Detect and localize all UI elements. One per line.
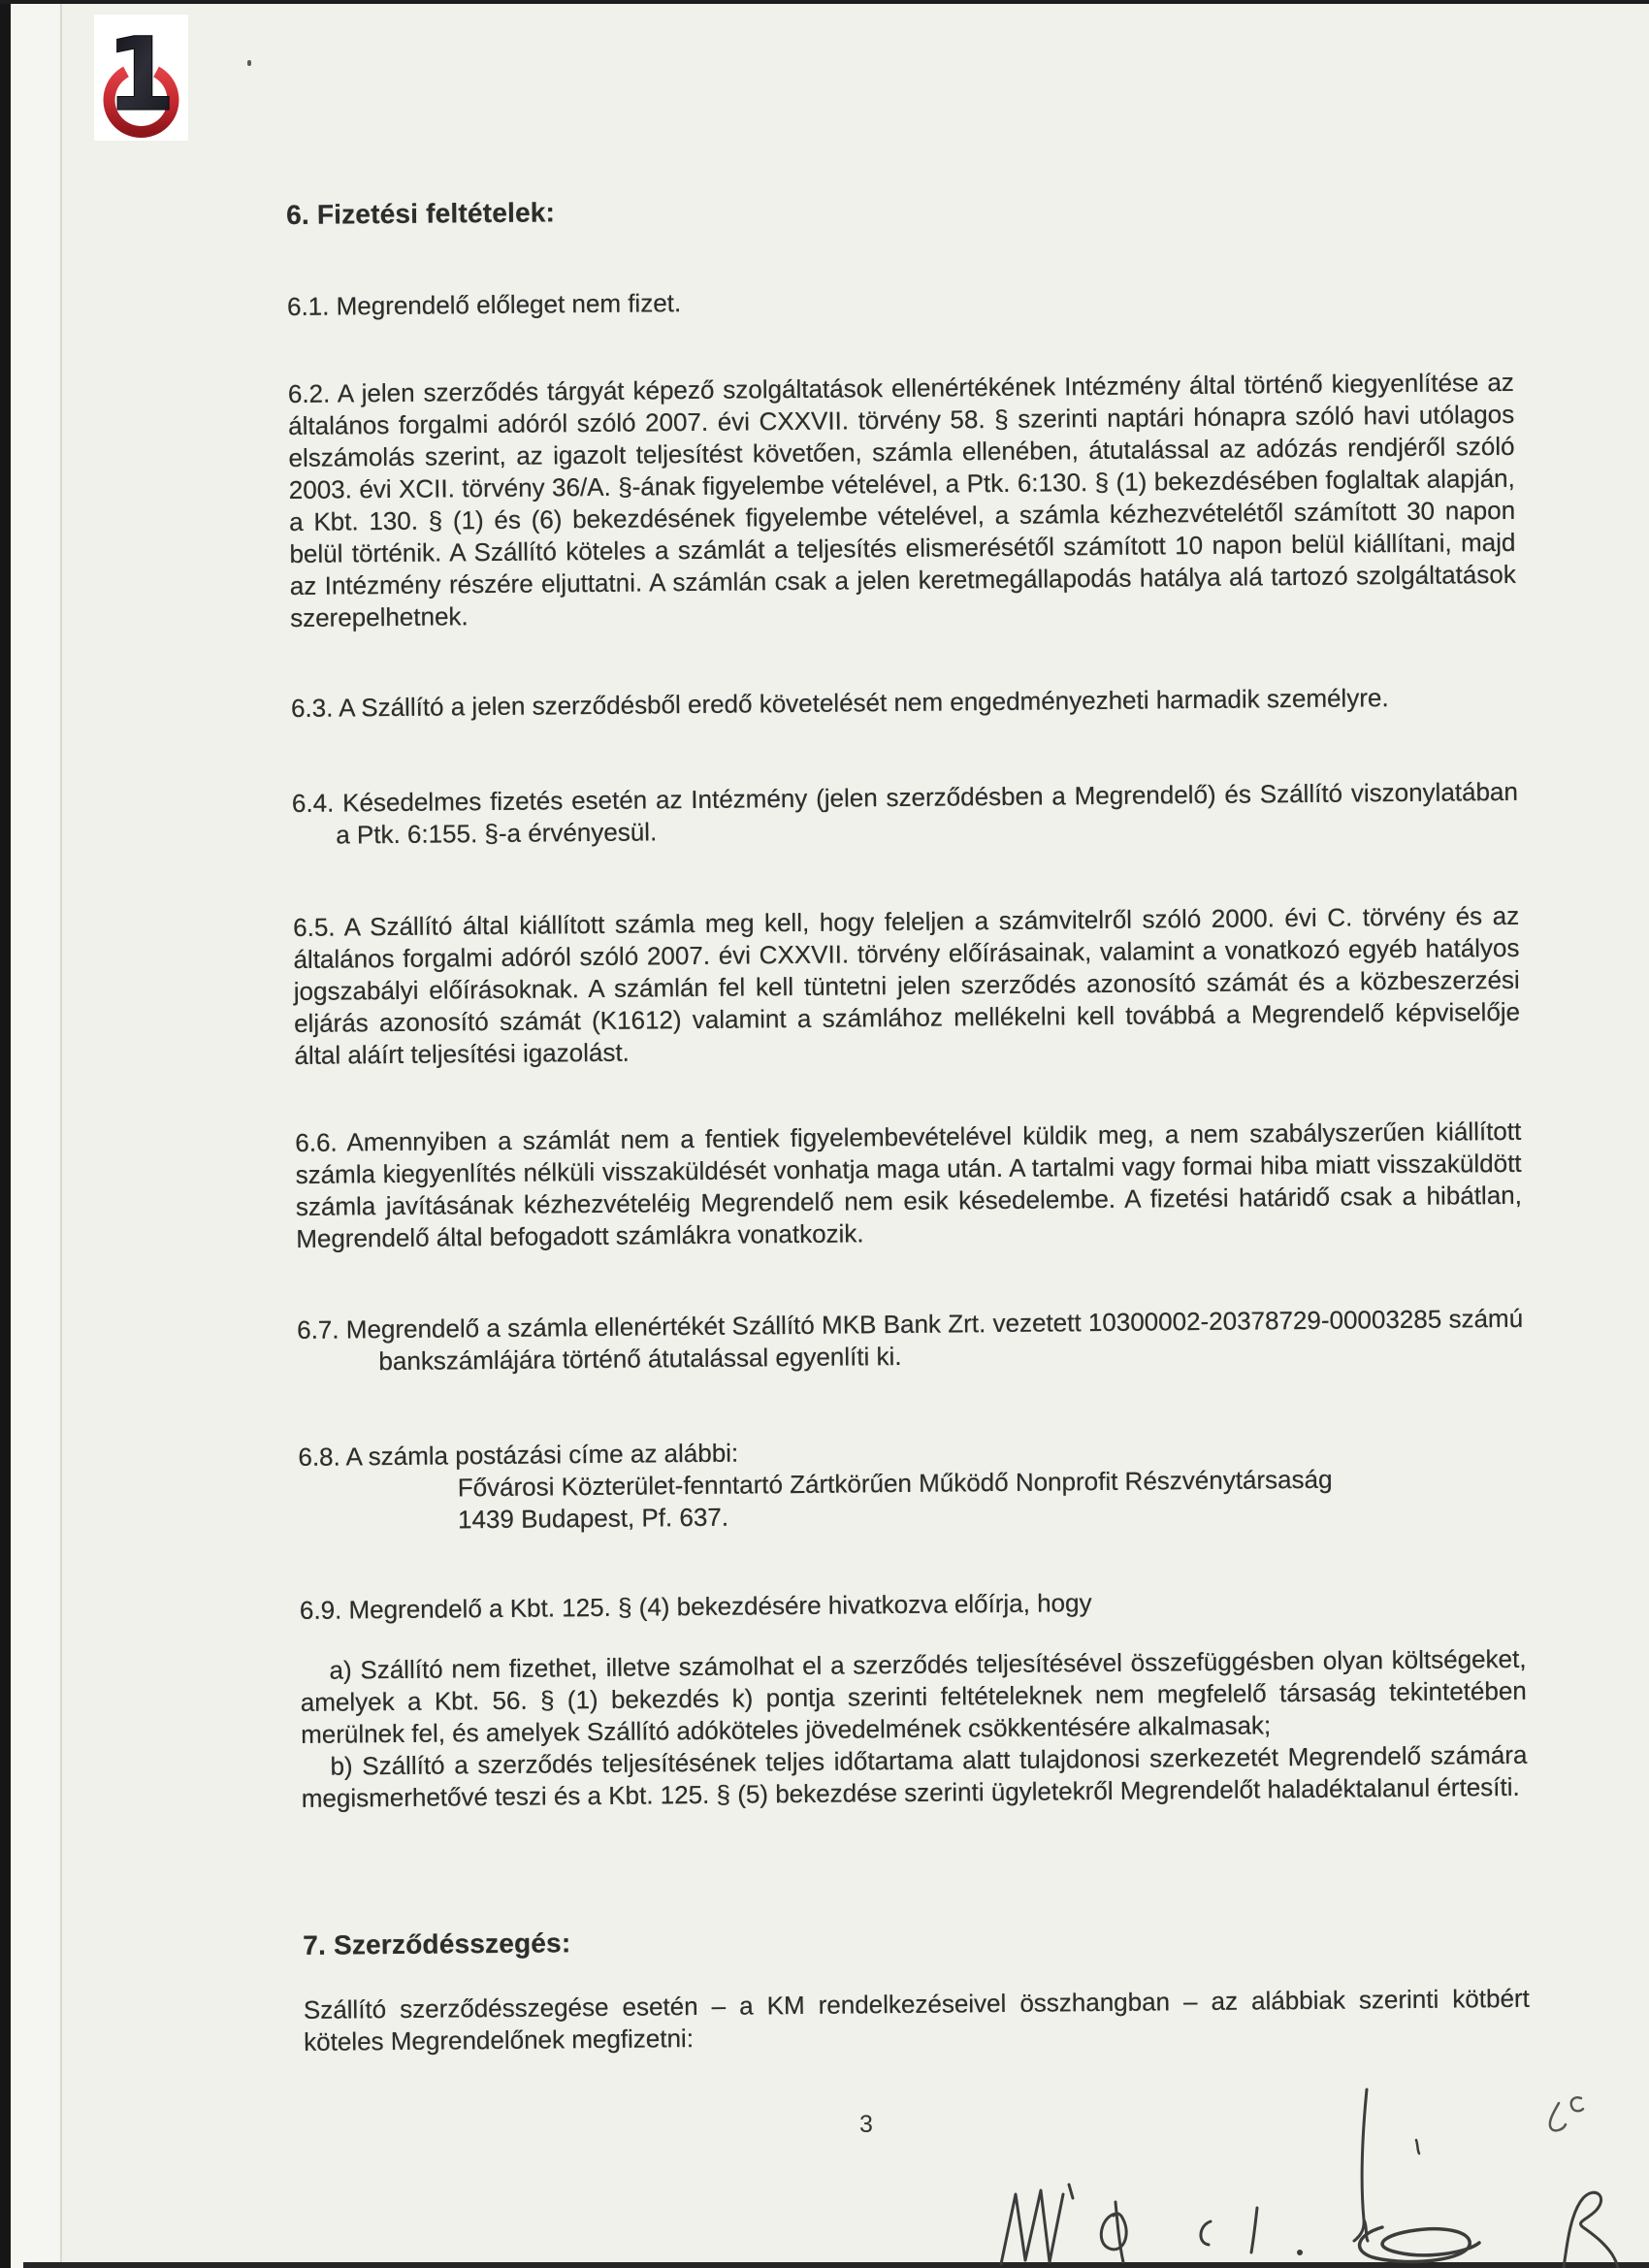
company-logo xyxy=(94,15,188,141)
clause-c61: 6.1. Megrendelő előleget nem fizet. xyxy=(286,288,682,321)
clause-c68: 6.8. A számla postázási címe az alábbi: xyxy=(298,1438,739,1472)
clause-c62: 6.2. A jelen szerződés tárgyát képező szolgáltatások ellenértékének Intézmény által történő kiegyenlítése az általános forgalmi adóról szóló 2007. évi CXXVII. törvény 58. § szerinti naptári hónapra szóló havi utólagos elszámolás szerint, az igazolt teljesítést követően, számla ellenében, átutalással az adózás rendjéről szóló 2003. évi XCII. törvény 36/A. §-ának figyelembe vételével, a Ptk. 6:130. § (1) bekezdésében foglaltak alapján, a Kbt. 130. § (1) és (6) bekezdésének figyelembe vételével, a számla kézhezvételétől számított 30 napon belül történik. A Szállító köteles a számlát a teljesítés elismerésétől számított 10 napon belül kiállítani, majd az Intézmény részére eljuttatni. A számlán csak a jelen keretmegállapodás hatálya alá tartozó szolgáltatások szerepelhetnek. xyxy=(287,367,1516,632)
scan-margin-strip xyxy=(11,0,60,2268)
clause-c63: 6.3. A Szállító a jelen szerződésből eredő követelését nem engedményezheti harmadik személyre. xyxy=(290,683,1389,723)
section-heading-h6: 6. Fizetési feltételek: xyxy=(285,197,556,230)
document-body xyxy=(284,0,1532,2268)
section-heading-h7: 7. Szerződésszegés: xyxy=(303,1928,571,1960)
clause-c68a: Fővárosi Közterület-fenntartó Zártkörűen Működő Nonprofit Részvénytársaság xyxy=(457,1464,1333,1503)
clause-c69: 6.9. Megrendelő a Kbt. 125. § (4) bekezdésére hivatkozva előírja, hogy xyxy=(299,1588,1092,1625)
clause-c64: 6.4. Késedelmes fizetés esetén az Intézmény (jelen szerződésben a Megrendelő) és Szállító viszonylatában a Ptk. 6:155. §-a érvényesül. xyxy=(291,776,1519,850)
page-number: 3 xyxy=(859,2111,873,2138)
logo-digit: 1 xyxy=(105,16,177,134)
clause-p7: Szállító szerződésszegése esetén – a KM rendelkezéseivel összhangban – az alábbiak szerinti kötbért köteles Megrendelőnek megfizetni: xyxy=(303,1983,1530,2057)
clause-c66: 6.6. Amennyiben a számlát nem a fentiek figyelembevételével küldik meg, a nem szabályszerűen kiállított számla kiegyenlítés nélküli visszaküldését vonhatja maga után. A tartalmi vagy formai hiba miatt visszaküldött számla javításának kézhezvételéig Megrendelő nem esik késedelembe. A fizetési határidő csak a hibátlan, Megrendelő által befogadott számlákra vonatkozik. xyxy=(295,1116,1523,1253)
scan-paper-seam xyxy=(60,0,62,2268)
scan-edge-left-band xyxy=(0,0,11,2268)
ink-mark-lc xyxy=(1550,2097,1583,2130)
clause-c6a: a) Szállító nem fizethet, illetve számolhat el a szerződés teljesítésével összefüggésben olyan költségeket, amelyek a Kbt. 56. § (1) bekezdés k) pontja szerinti feltételeknek nem megfelelő társaság tekintetében merülnek fel, és amelyek Szállító adóköteles jövedelmének csökkentésére alkalmasak; xyxy=(300,1643,1527,1749)
clause-c68b: 1439 Budapest, Pf. 637. xyxy=(457,1502,729,1535)
clause-c6b: b) Szállító a szerződés teljesítésének teljes időtartama alatt tulajdonosi szerkezetét Megrendelő számára megismerhetővé teszi és a Kbt. 125. § (5) bekezdése szerinti ügyletekről Megrendelőt haladéktalanul értesíti. xyxy=(301,1739,1528,1813)
scan-edge-bottom-line xyxy=(23,2262,1649,2268)
clause-c65: 6.5. A Szállító által kiállított számla meg kell, hogy feleljen a számvitelről szóló 2000. évi C. törvény és az általános forgalmi adóról szóló 2007. évi CXXVII. törvény előírásainak, valamint a vonatkozó egyéb hatályos jogszabályi előírásoknak. A számlán fel kell tüntetni jelen szerződés azonosító számát és a közbeszerzési eljárás azonosító számát (K1612) valamint a számlához mellékelni kell továbbá a Megrendelő képviselője által aláírt teljesítési igazolást. xyxy=(293,900,1521,1070)
ink-speck xyxy=(247,60,251,66)
power-one-logo-graphic xyxy=(94,15,188,141)
signature-scribble-r xyxy=(1564,2192,1618,2268)
clause-c67: 6.7. Megrendelő a számla ellenértékét Szállító MKB Bank Zrt. vezetett 10300002-20378729-00003285 számú bankszámlájára történő átutalással egyenlíti ki. xyxy=(297,1303,1524,1377)
